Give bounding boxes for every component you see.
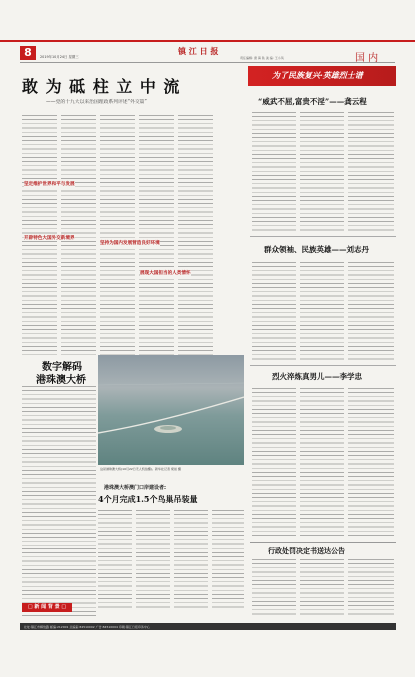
- bridge-report-col-3: [174, 510, 208, 610]
- section-name: 国 内: [355, 53, 379, 64]
- hero1-col-3: [348, 112, 394, 232]
- bridge-report-col-1: [98, 510, 132, 610]
- hero1-title: “威武不屈,富贵不淫”——龚云程: [258, 97, 367, 106]
- page-number: 8: [20, 46, 36, 60]
- notice-box: [250, 542, 396, 622]
- sub-head-3: 坚持为国内发展营造良好环境: [100, 241, 160, 246]
- main-article-title: 敢 为 砥 柱 立 中 流: [22, 77, 181, 96]
- main-article-subtitle: ——党的十九大以来治国理政系列评述“外交篇”: [46, 100, 147, 105]
- hero2-col-2: [300, 262, 344, 362]
- notice-col-1: [252, 559, 296, 615]
- bridge-headline-big: 4个月完成1.5个鸟巢吊装量: [98, 494, 198, 504]
- hero1-col-2: [300, 112, 344, 232]
- editor-line: 责任编辑: 唐 海 铁 美 编: 王小凤: [240, 56, 284, 60]
- sub-head-1: 坚定维护世界和平与发展: [24, 182, 75, 187]
- bridge-article-text: [22, 386, 96, 546]
- bridge-report-col-4: [212, 510, 244, 610]
- bridge-headline-small: 港珠澳大桥澳门口岸建设者:: [104, 485, 167, 491]
- bridge-title-line2: 港珠澳大桥: [36, 375, 86, 386]
- paper-name: 镇 江 日 报: [178, 46, 219, 56]
- footer-text: 社址:镇江市解放路 邮编:212001 总编室:84510002 广告:84510004 印刷:镇江日报印务中心: [24, 624, 150, 629]
- main-article-col-4: [139, 115, 174, 355]
- hero1-divider: [250, 236, 396, 237]
- hero2-title: 群众领袖、民族英雄——刘志丹: [264, 245, 369, 254]
- hero3-col-3: [348, 388, 394, 538]
- bridge-title-line1: 数字解码: [42, 362, 82, 373]
- bridge-photo: [98, 355, 244, 465]
- news-background-tag: □ 新 闻 背 景 □: [22, 603, 72, 612]
- notice-col-3: [348, 559, 394, 615]
- bridge-photo-caption: 这是港珠澳大桥(10月22日无人机拍摄)。新华社记者 梁旭 摄: [100, 467, 181, 471]
- main-article-col-3: [100, 115, 135, 355]
- hero-banner: [248, 66, 396, 86]
- hero-banner-text: 为了民族复兴·英雄烈士谱: [272, 70, 363, 80]
- sub-head-4: 展现大国担当的人类情怀: [140, 271, 191, 276]
- hero3-title: 烈火淬炼真男儿——李学忠: [272, 372, 362, 381]
- hero3-col-1: [252, 388, 296, 538]
- hero3-col-2: [300, 388, 344, 538]
- footer-bar: [20, 623, 396, 630]
- issue-date: 2019年10月24日 星期三: [40, 55, 79, 59]
- bridge-report-col-2: [136, 510, 170, 610]
- hero2-col-3: [348, 262, 394, 362]
- bridge-illustration: [98, 355, 244, 465]
- hero2-col-1: [252, 262, 296, 362]
- hero2-divider: [250, 365, 396, 366]
- notice-col-2: [300, 559, 344, 615]
- sub-head-2: 开辟特色大国外交新境界: [24, 236, 75, 241]
- notice-title: 行政处罚决定书送达公告: [268, 546, 345, 555]
- masthead-rule: [20, 62, 395, 63]
- hero1-col-1: [252, 112, 296, 232]
- main-article-col-5: [178, 115, 213, 355]
- top-red-rule: [0, 40, 415, 42]
